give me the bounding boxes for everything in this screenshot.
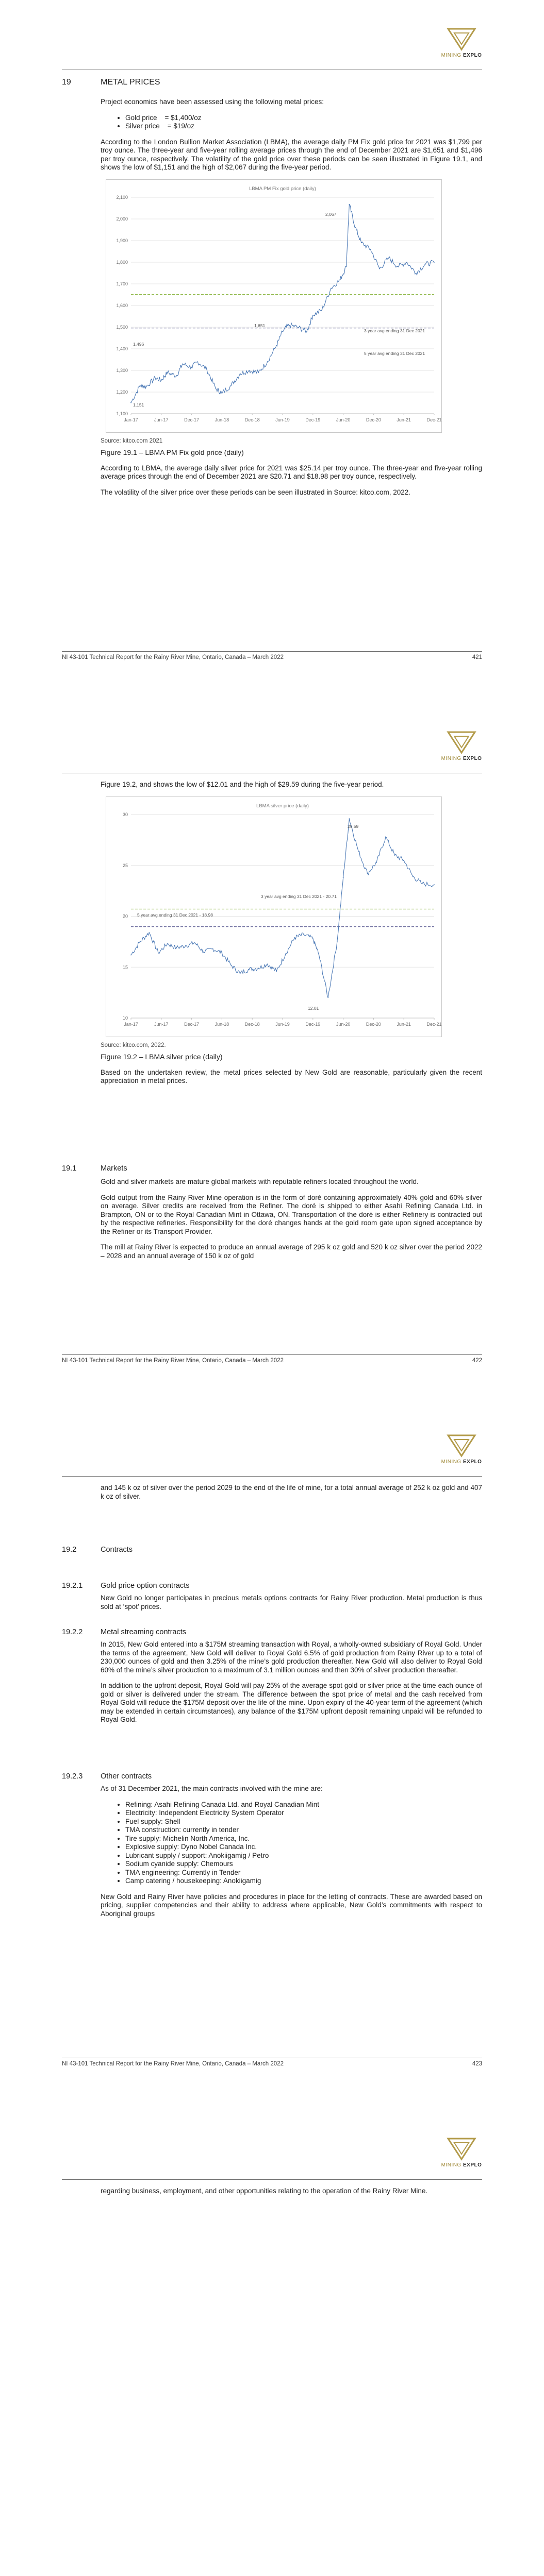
page-423 — [0, 1406, 544, 2110]
data-point — [416, 273, 417, 274]
brand-name: MINING EXPLO — [441, 1459, 482, 1465]
price-series-line — [131, 819, 434, 997]
data-point — [222, 393, 223, 394]
data-point — [216, 388, 217, 389]
y-tick-label: 25 — [122, 862, 128, 868]
chart-annotation: 2,067 — [325, 211, 337, 217]
silver-price-chart — [106, 796, 442, 1037]
x-tick-label: Dec-17 — [184, 1021, 200, 1027]
data-point — [367, 873, 368, 874]
data-point — [130, 402, 131, 403]
y-tick-label: 20 — [122, 913, 128, 919]
production-paragraph-cont: and 145 k oz of silver over the period 2029 to the end of the life of mine, for a total annual average of 252 k oz gold and 407 k oz of silver. — [101, 1484, 482, 1500]
triangle-logo-icon — [446, 730, 477, 755]
data-point — [249, 370, 250, 371]
x-tick-label: Jun-20 — [336, 1021, 351, 1027]
figure-caption: Figure 19.1 – LBMA PM Fix gold price (daily) — [101, 448, 244, 456]
streaming-body — [101, 1640, 482, 1732]
list-item: • TMA construction: currently in tender — [125, 1826, 482, 1835]
data-point — [288, 324, 289, 325]
page-body — [101, 2187, 482, 2203]
data-point — [403, 859, 404, 860]
x-tick-label: Jun-17 — [154, 1021, 169, 1027]
page-body — [101, 781, 482, 1093]
markets-body — [101, 1178, 482, 1267]
silver-paragraph: According to LBMA, the average daily silver price for 2021 was $25.14 per troy ounce. The three-year and five-year rolling average prices through the end of December 2021 are $20.71 and $18.98 per troy ounce, respectively. — [101, 464, 482, 480]
data-point — [167, 943, 168, 944]
y-tick-label: 1,300 — [116, 367, 128, 373]
streaming-paragraph: In 2015, New Gold entered into a $175M streaming transaction with Royal, a wholly-owned subsidiary of Royal Gold. Under the terms of the agreement, New Gold will deliver to Royal Gold 6.5% of gold production from Rainy River up to a total of 230,000 ounces of gold and then 3.25% of the mine’s gold production thereafter. New Gold will also deliver to Royal Gold 60% of the mine’s silver production to a maximum of 3.1 million ounces and then 30% of silver production thereafter. — [101, 1640, 482, 1674]
y-tick-label: 1,500 — [116, 324, 128, 330]
data-point — [161, 380, 162, 381]
deposit-paragraph: In addition to the upfront deposit, Royal Gold will pay 25% of the average spot gold or silver price at the time each ounce of gold or silver is delivered under the stream. The difference between the spot price of metal and the cash received from Royal Gold will reduce the $175M deposit over the life of the mine. Upon expiry of the 40-year term of the agreement (which may be extended in certain circumstances), any balance of the $175M upfront deposit remaining unpaid will be refunded to Royal Gold. — [101, 1682, 482, 1723]
gold-paragraph: According to the London Bullion Market Association (LBMA), the average daily PM Fix gold price for 2021 was $1,799 per troy ounce. The three-year and five-year rolling average prices through the end of December 2021 are $1,651 and $1,496 per troy ounce, respectively. The volatility of the gold price over these periods can be seen illustrated in Figure 19.1, and shows the low of $1,151 and the high of $2,067 during the five-year period. — [101, 138, 482, 171]
data-point — [185, 945, 186, 946]
data-point — [267, 361, 268, 362]
page-421 — [0, 0, 544, 703]
company-logo — [441, 2137, 482, 2168]
data-point — [212, 948, 213, 949]
data-point — [312, 315, 314, 316]
y-tick-label: 30 — [122, 811, 128, 817]
data-point — [158, 952, 159, 953]
data-point — [388, 257, 389, 258]
chart-annotation: 3 year avg ending 31 Dec 2021 - 20.71 — [261, 893, 337, 899]
gold-chart-svg — [106, 180, 441, 432]
data-point — [379, 268, 380, 269]
data-point — [331, 287, 332, 289]
silver-volatility-text: The volatility of the silver price over these periods can be seen illustrated in Source: kitco.com, 2022. — [101, 488, 411, 496]
chart-annotation: 1,151 — [133, 402, 144, 408]
production-paragraph: The mill at Rainy River is expected to produce an annual average of 295 k oz gold and 520 k oz silver over the period 2022 – 2028 and an annual average of 150 k oz of gold — [101, 1243, 482, 1260]
section-heading: 19 METAL PRICES — [62, 78, 160, 87]
data-point — [358, 851, 359, 852]
data-point — [282, 331, 283, 332]
data-point — [327, 997, 328, 998]
company-logo — [441, 730, 482, 761]
data-point — [413, 876, 414, 877]
y-tick-label: 1,700 — [116, 281, 128, 286]
y-tick-label: 1,400 — [116, 346, 128, 351]
x-tick-label: Dec-20 — [366, 417, 381, 422]
list-item: • TMA engineering: Currently in Tender — [125, 1869, 482, 1877]
y-tick-label: 1,900 — [116, 238, 128, 243]
data-point — [155, 377, 156, 378]
data-point — [240, 373, 241, 374]
other-contracts-body — [101, 1785, 482, 1925]
y-tick-label: 1,800 — [116, 259, 128, 265]
brand-name: MINING EXPLO — [441, 2162, 482, 2168]
data-point — [182, 363, 183, 364]
y-tick-label: 2,000 — [116, 216, 128, 222]
data-point — [285, 953, 286, 954]
x-tick-label: Dec-21 — [426, 1021, 441, 1027]
x-tick-label: Jun-17 — [154, 417, 169, 422]
chart-annotation: 1,496 — [133, 341, 144, 347]
data-point — [303, 934, 304, 935]
page-424 — [0, 2110, 544, 2576]
data-point — [298, 327, 299, 328]
chart-title: LBMA PM Fix gold price (daily) — [249, 185, 316, 192]
y-tick-label: 1,200 — [116, 389, 128, 395]
data-point — [146, 386, 147, 387]
data-point — [203, 951, 204, 952]
data-point — [140, 385, 141, 386]
data-point — [167, 372, 168, 373]
data-point — [361, 242, 362, 243]
data-point — [346, 266, 347, 267]
triangle-logo-icon — [446, 2137, 477, 2161]
list-item: • Tire supply: Michelin North America, Inc. — [125, 1835, 482, 1843]
list-item: • Camp catering / housekeeping: Anokiigamig — [125, 1877, 482, 1886]
brand-name: MINING EXPLO — [441, 756, 482, 761]
x-tick-label: Dec-21 — [426, 417, 441, 422]
data-point — [276, 971, 277, 972]
x-tick-label: Jun-18 — [215, 1021, 229, 1027]
x-tick-label: Dec-20 — [366, 1021, 381, 1027]
subsection-heading: 19.2.2 Metal streaming contracts — [62, 1628, 187, 1636]
header-rule — [62, 2179, 482, 2180]
data-point — [176, 375, 177, 376]
x-tick-label: Jan-17 — [124, 1021, 138, 1027]
x-tick-label: Jun-19 — [275, 1021, 290, 1027]
footer-text: NI 43-101 Technical Report for the Rainy River Mine, Ontario, Canada – March 2022 — [62, 1358, 284, 1364]
x-tick-label: Jun-18 — [215, 417, 229, 422]
intro-text: Project economics have been assessed using the following metal prices: — [101, 98, 324, 106]
data-point — [294, 937, 295, 938]
contracts-policy-cont: regarding business, employment, and other opportunities relating to the operation of the Rainy River Mine. — [101, 2187, 428, 2195]
gold-option-paragraph: New Gold no longer participates in precious metals options contracts for Rainy River production. Metal production is thus sold at ‘spot’ prices. — [101, 1594, 482, 1611]
contracts-list — [101, 1801, 482, 1886]
data-point — [230, 385, 232, 386]
x-tick-label: Jun-19 — [275, 417, 290, 422]
gold-option-body — [101, 1594, 482, 1618]
data-point — [206, 369, 207, 370]
y-tick-label: 15 — [122, 964, 128, 970]
x-tick-label: Dec-18 — [244, 1021, 260, 1027]
x-tick-label: Dec-18 — [244, 417, 260, 422]
page-422 — [0, 703, 544, 1406]
list-item: • Electricity: Independent Electricity System Operator — [125, 1809, 482, 1818]
data-point — [406, 262, 407, 263]
list-item: • Sodium cyanide supply: Chemours — [125, 1860, 482, 1869]
data-point — [249, 969, 250, 970]
footer-text: NI 43-101 Technical Report for the Rainy River Mine, Ontario, Canada – March 2022 — [62, 2061, 284, 2067]
data-point — [337, 941, 338, 942]
page-number: 421 — [472, 654, 482, 660]
data-point — [258, 372, 259, 373]
chart-annotation: 12.01 — [308, 1005, 319, 1011]
subsection-heading: 19.2.1 Gold price option contracts — [62, 1582, 190, 1590]
x-tick-label: Jun-20 — [336, 417, 351, 422]
chart-title: LBMA silver price (daily) — [256, 803, 309, 809]
data-point — [319, 954, 320, 955]
data-point — [312, 938, 314, 939]
data-point — [385, 836, 386, 837]
figure-caption: Figure 19.2 – LBMA silver price (daily) — [101, 1053, 223, 1061]
contracts-policy-paragraph: New Gold and Rainy River have policies and procedures in place for the letting of contracts. These are awarded based on pricing, supplier competencies and their ability to address where applicable, New Gold’s commitments with respect to Aboriginal groups — [101, 1892, 482, 1918]
company-logo — [441, 1433, 482, 1465]
header-rule — [62, 1476, 482, 1477]
data-point — [149, 932, 150, 933]
price-list — [101, 114, 482, 131]
data-point — [194, 942, 195, 943]
x-tick-label: Dec-19 — [305, 1021, 321, 1027]
figure-source: Source: kitco.com, 2022. — [101, 1042, 166, 1048]
data-point — [422, 883, 423, 884]
price-series-line — [131, 204, 434, 402]
data-point — [398, 266, 399, 267]
data-point — [306, 331, 307, 332]
data-point — [222, 952, 223, 953]
section-heading: 19.2 Contracts — [62, 1546, 133, 1554]
brand-name: MINING EXPLO — [441, 53, 482, 58]
data-point — [322, 309, 323, 310]
dore-paragraph: Gold output from the Rainy River Mine operation is in the form of doré containing approximately 40% gold and 60% silver on average. Silver credits are received from the Refiner. The doré is shipped to either Asahi Refining Canada Ltd. in Brampton, ON or to the Royal Canadian Mint in Ottawa, ON. Transportation of the doré is either Refinery is contracted out by the respective refineries. Responsibility for the doré changes hands at the gold room gate upon signed acceptance by the Refiner or its Transport Provider. — [101, 1193, 482, 1235]
x-tick-label: Jan-17 — [124, 417, 138, 422]
data-point — [191, 366, 192, 367]
data-point — [355, 227, 356, 228]
subsection-heading: 19.2.3 Other contracts — [62, 1772, 152, 1781]
data-point — [343, 877, 344, 878]
x-tick-label: Dec-19 — [305, 417, 321, 422]
company-logo — [441, 27, 482, 58]
page-number: 423 — [472, 2061, 482, 2067]
conclusion-text: Based on the undertaken review, the metal prices selected by New Gold are reasonable, particularly given the recent appreciation in metal prices. — [101, 1068, 482, 1084]
y-tick-label: 2,100 — [116, 194, 128, 200]
data-point — [370, 248, 371, 249]
chart-annotation: 3 year avg ending 31 Dec 2021 — [364, 328, 425, 333]
list-item: • Silver price = $19/oz — [125, 122, 482, 131]
triangle-logo-icon — [446, 1433, 477, 1458]
list-item: • Explosive supply: Dyno Nobel Canada Inc. — [125, 1843, 482, 1852]
data-point — [140, 941, 141, 942]
data-point — [240, 973, 241, 974]
data-point — [434, 262, 435, 263]
y-tick-label: 1,100 — [116, 411, 128, 416]
page-body — [101, 98, 482, 504]
footer-rule — [62, 1354, 482, 1355]
data-point — [267, 963, 268, 964]
data-point — [376, 861, 377, 862]
list-item: • Fuel supply: Shell — [125, 1818, 482, 1826]
gold-price-chart — [106, 179, 442, 433]
page-number: 422 — [472, 1358, 482, 1364]
data-point — [197, 361, 198, 362]
x-tick-label: Dec-17 — [184, 417, 200, 422]
chart-annotation: 5 year avg ending 31 Dec 2021 — [364, 350, 425, 356]
chart-annotation: 5 year avg ending 31 Dec 2021 - 18.98 — [137, 912, 213, 918]
chart-annotation: 29.59 — [348, 823, 359, 829]
x-tick-label: Jun-21 — [397, 417, 411, 422]
silver-volatility-cont: Figure 19.2, and shows the low of $12.01 and the high of $29.59 during the five-year period. — [101, 781, 384, 788]
data-point — [230, 964, 232, 965]
figure-source: Source: kitco.com 2021 — [101, 437, 163, 444]
y-tick-label: 1,600 — [116, 302, 128, 308]
list-item: • Refining: Asahi Refining Canada Ltd. and Royal Canadian Mint — [125, 1801, 482, 1809]
list-item: • Lubricant supply / support: Anokiigamig / Petro — [125, 1852, 482, 1860]
data-point — [176, 947, 177, 948]
footer-text: NI 43-101 Technical Report for the Rainy River Mine, Ontario, Canada – March 2022 — [62, 654, 284, 660]
markets-paragraph: Gold and silver markets are mature global markets with reputable refiners located throughout the world. — [101, 1178, 419, 1185]
y-tick-label: 10 — [122, 1015, 128, 1021]
triangle-logo-icon — [446, 27, 477, 52]
x-tick-label: Jun-21 — [397, 1021, 411, 1027]
data-point — [424, 264, 425, 265]
data-point — [340, 279, 341, 280]
footer-rule — [62, 651, 482, 652]
list-item: • Gold price = $1,400/oz — [125, 114, 482, 123]
data-point — [276, 345, 277, 346]
data-point — [394, 855, 395, 856]
silver-chart-svg — [106, 797, 441, 1037]
page-body — [101, 1484, 482, 1508]
chart-annotation: 1,651 — [254, 323, 266, 328]
section-heading: 19.1 Markets — [62, 1164, 127, 1173]
data-point — [349, 204, 350, 205]
data-point — [258, 968, 259, 969]
data-point — [349, 818, 350, 819]
contracts-intro: As of 31 December 2021, the main contracts involved with the mine are: — [101, 1785, 323, 1792]
data-point — [434, 884, 435, 885]
data-point — [130, 954, 131, 955]
